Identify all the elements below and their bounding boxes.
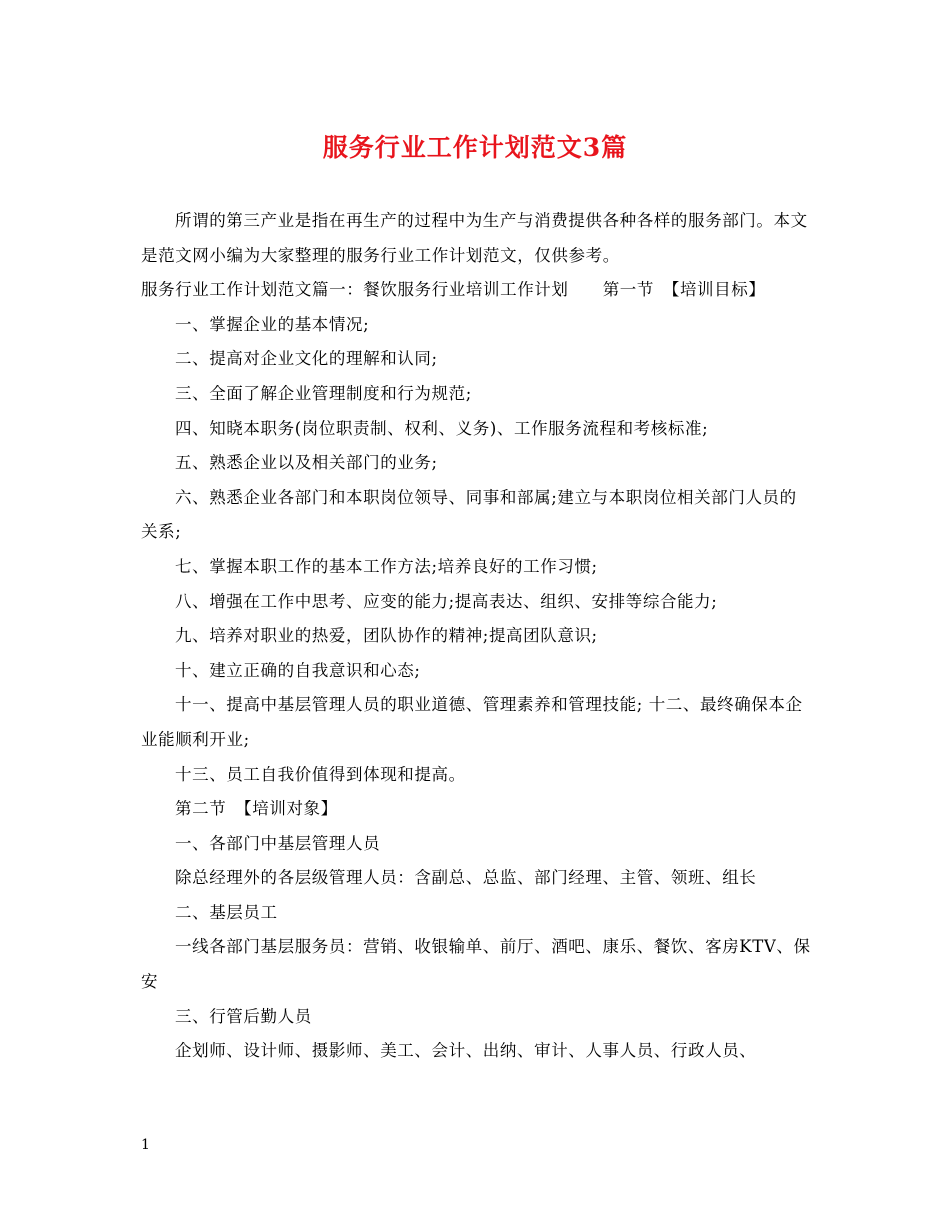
page-number: 1 xyxy=(141,1137,150,1153)
paragraph: 企划师、设计师、摄影师、美工、会计、出纳、审计、人事人员、行政人员、 xyxy=(175,1041,757,1061)
document-title: 服务行业工作计划范文3篇 xyxy=(322,133,628,162)
paragraph: 二、基层员工 xyxy=(175,902,278,922)
paragraph: 所谓的第三产业是指在再生产的过程中为生产与消费提供各种各样的服务部门。本文是范文网小编为大家整理的服务行业工作计划范文，仅供参考。 xyxy=(141,211,808,265)
paragraph: 一、各部门中基层管理人员 xyxy=(175,833,381,853)
paragraph: 十三、员工自我价值得到体现和提高。 xyxy=(175,764,466,784)
paragraph: 三、全面了解企业管理制度和行为规范; xyxy=(175,383,472,403)
paragraph: 六、熟悉企业各部门和本职岗位领导、同事和部属;建立与本职岗位相关部门人员的关系; xyxy=(141,487,797,542)
paragraph: 十、建立正确的自我意识和心态; xyxy=(175,660,421,680)
paragraph: 十一、提高中基层管理人员的职业道德、管理素养和管理技能; 十二、最终确保本企业能顺利开业; xyxy=(141,695,803,749)
section-heading: 第二节 【培训对象】 xyxy=(175,799,338,819)
paragraph: 二、提高对企业文化的理解和认同; xyxy=(175,349,438,369)
paragraph: 五、熟悉企业以及相关部门的业务; xyxy=(175,453,438,473)
paragraph: 除总经理外的各层级管理人员：含副总、总监、部门经理、主管、领班、组长 xyxy=(175,868,757,888)
paragraph: 服务行业工作计划范文篇一：餐饮服务行业培训工作计划 第一节 【培训目标】 xyxy=(141,280,766,300)
paragraph: 八、增强在工作中思考、应变的能力;提高表达、组织、安排等综合能力; xyxy=(175,591,718,611)
document-body xyxy=(141,204,813,1069)
paragraph: 四、知晓本职务(岗位职责制、权利、义务)、工作服务流程和考核标准; xyxy=(175,418,709,438)
paragraph: 一线各部门基层服务员：营销、收银输单、前厅、酒吧、康乐、餐饮、客房KTV、保安 xyxy=(141,937,811,992)
paragraph: 九、培养对职业的热爱，团队协作的精神;提高团队意识; xyxy=(175,626,598,646)
paragraph: 七、掌握本职工作的基本工作方法;培养良好的工作习惯; xyxy=(175,556,598,576)
paragraph: 一、掌握企业的基本情况; xyxy=(175,314,370,334)
paragraph: 三、行管后勤人员 xyxy=(175,1006,312,1026)
